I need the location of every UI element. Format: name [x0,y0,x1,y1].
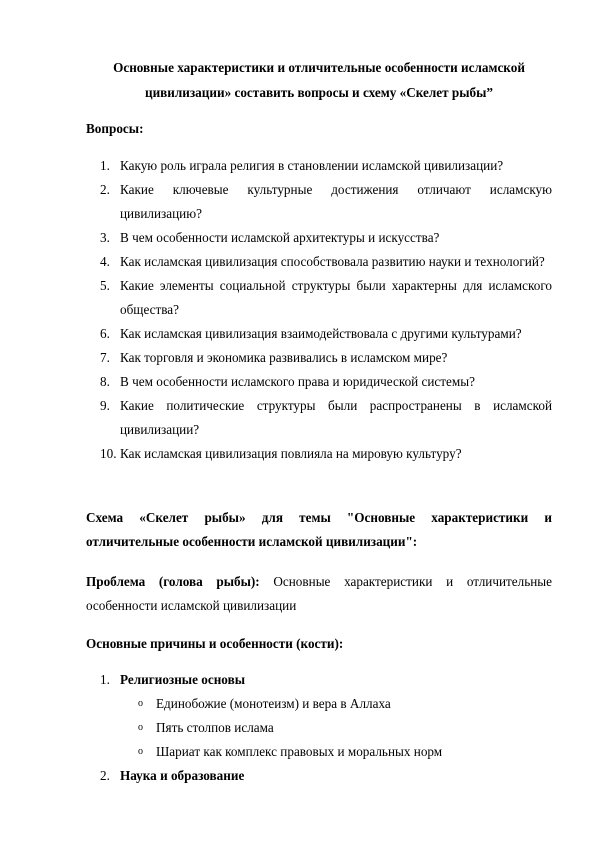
question-number: 1. [100,158,110,173]
questions-heading: Вопросы: [86,121,144,136]
document-title: Основные характеристики и отличительные особенности исламской цивилизации» составить вопросы и схему «Скелет рыбы” [113,60,525,100]
cause-number: 2. [100,768,110,783]
circle-bullet-icon: o [138,698,143,709]
cause-item [86,668,552,764]
question-number: 9. [100,398,110,413]
cause-subitem-text: Единобожие (монотеизм) и вера в Аллаха [156,696,391,711]
problem-label: Проблема (голова рыбы): [86,574,260,589]
cause-sublist [120,692,552,764]
question-item [86,442,552,466]
question-number: 2. [100,182,110,197]
question-text: Какие элементы социальной структуры были характерны для исламского общества? [120,278,552,317]
question-item [86,250,552,274]
scheme-heading: Схема «Скелет рыбы» для темы "Основные характеристики и отличительные особенности исламской цивилизации": [86,510,552,549]
cause-subitem-text: Шариат как комплекс правовых и моральных норм [156,744,443,759]
question-text: Какие политические структуры были распространены в исламской цивилизации? [120,398,552,437]
question-item [86,226,552,250]
question-item [86,274,552,322]
cause-subitem [120,716,552,740]
question-item [86,346,552,370]
question-text: Как торговля и экономика развивались в исламском мире? [120,350,448,365]
question-number: 7. [100,350,110,365]
question-text: В чем особенности исламской архитектуры и искусства? [120,230,440,245]
circle-bullet-icon: o [138,722,143,733]
question-text: Как исламская цивилизация взаимодействовала с другими культурами? [120,326,522,341]
cause-subitem [120,692,552,716]
question-number: 4. [100,254,110,269]
cause-subitem [120,740,552,764]
causes-heading: Основные причины и особенности (кости): [86,636,344,651]
circle-bullet-icon: o [138,746,143,757]
question-item [86,370,552,394]
question-number: 10. [100,446,117,461]
question-text: Как исламская цивилизация способствовала развитию науки и технологий? [120,254,545,269]
cause-title: Религиозные основы [120,672,245,687]
question-number: 6. [100,326,110,341]
causes-list [86,668,552,788]
cause-item [86,764,552,788]
question-item [86,154,552,178]
question-number: 5. [100,278,110,293]
cause-title: Наука и образование [120,768,245,783]
question-text: Как исламская цивилизация повлияла на мировую культуру? [120,446,462,461]
questions-list [86,154,552,466]
question-text: Какую роль играла религия в становлении исламской цивилизации? [120,158,504,173]
question-text: Какие ключевые культурные достижения отличают исламскую цивилизацию? [120,182,552,221]
question-text: В чем особенности исламского права и юридической системы? [120,374,475,389]
problem-paragraph [86,570,552,618]
question-item [86,394,552,442]
cause-subitem-text: Пять столпов ислама [156,720,274,735]
question-number: 8. [100,374,110,389]
question-item [86,178,552,226]
question-number: 3. [100,230,110,245]
cause-number: 1. [100,672,110,687]
question-item [86,322,552,346]
problem-text: Основные характеристики и отличительные особенности исламской цивилизации [86,574,553,613]
